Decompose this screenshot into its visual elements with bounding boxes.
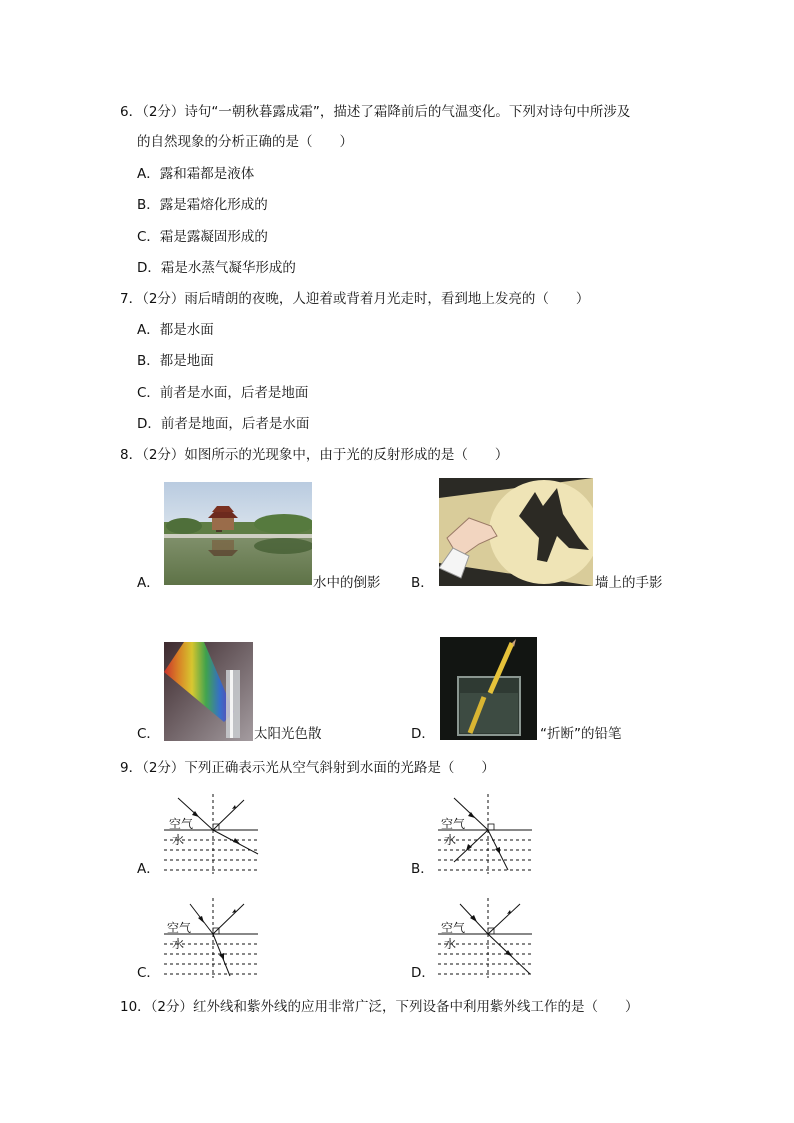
question-7-option-a: A．都是水面 xyxy=(137,322,214,338)
question-6-stem-cont: 的自然现象的分析正确的是（ ） xyxy=(137,134,353,150)
question-7-option-b: B．都是地面 xyxy=(137,353,214,369)
question-8-option-d-letter: D． xyxy=(411,726,435,742)
question-10-stem: 10．（2分）红外线和紫外线的应用非常广泛，下列设备中利用紫外线工作的是（ ） xyxy=(120,999,639,1015)
hand-shadow-photo xyxy=(439,478,593,586)
question-6-option-a: A．露和霜都是液体 xyxy=(137,166,255,182)
diagram-a-water-label: 水 xyxy=(172,833,185,847)
diagram-d-air-label: 空气 xyxy=(441,921,466,935)
question-9-option-c-letter: C． xyxy=(137,965,160,981)
question-9-option-d-letter: D． xyxy=(411,965,435,981)
question-8-option-a-caption: 水中的倒影 xyxy=(313,575,381,591)
light-path-diagram-c xyxy=(164,898,260,978)
question-8-option-c-letter: C． xyxy=(137,726,160,742)
question-7-option-c: C．前者是水面，后者是地面 xyxy=(137,385,309,401)
light-path-diagram-a xyxy=(164,794,260,874)
diagram-d-water-label: 水 xyxy=(444,937,457,951)
prism-dispersion-photo xyxy=(164,642,253,741)
pavilion-reflection-photo xyxy=(164,482,312,585)
question-8-option-a-letter: A． xyxy=(137,575,160,591)
question-8-option-b-caption: 墙上的手影 xyxy=(595,575,663,591)
diagram-c-water-label: 水 xyxy=(172,937,185,951)
question-9-stem: 9．（2分）下列正确表示光从空气斜射到水面的光路是（ ） xyxy=(120,760,495,776)
light-path-diagram-d xyxy=(438,898,534,978)
diagram-c-air-label: 空气 xyxy=(167,921,192,935)
question-9-option-b-letter: B． xyxy=(411,861,434,877)
question-8-stem: 8．（2分）如图所示的光现象中，由于光的反射形成的是（ ） xyxy=(120,447,509,463)
question-6-option-d: D．霜是水蒸气凝华形成的 xyxy=(137,260,296,276)
question-6-option-c: C．霜是露凝固形成的 xyxy=(137,229,268,245)
question-9-option-a-letter: A． xyxy=(137,861,160,877)
question-6-stem: 6．（2分）诗句“一朝秋暮露成霜”，描述了霜降前后的气温变化。下列对诗句中所涉及 xyxy=(120,104,631,120)
diagram-b-air-label: 空气 xyxy=(441,817,466,831)
question-8-option-c-caption: 太阳光色散 xyxy=(254,726,322,742)
light-path-diagram-b xyxy=(438,794,534,874)
diagram-b-water-label: 水 xyxy=(444,833,457,847)
diagram-a-air-label: 空气 xyxy=(169,817,194,831)
question-8-option-d-caption: “折断”的铅笔 xyxy=(540,726,622,742)
question-7-option-d: D．前者是地面，后者是水面 xyxy=(137,416,310,432)
question-6-option-b: B．露是霜熔化形成的 xyxy=(137,197,268,213)
pencil-in-water-photo xyxy=(440,637,537,740)
question-8-option-b-letter: B． xyxy=(411,575,434,591)
question-7-stem: 7．（2分）雨后晴朗的夜晚，人迎着或背着月光走时，看到地上发亮的（ ） xyxy=(120,291,590,307)
